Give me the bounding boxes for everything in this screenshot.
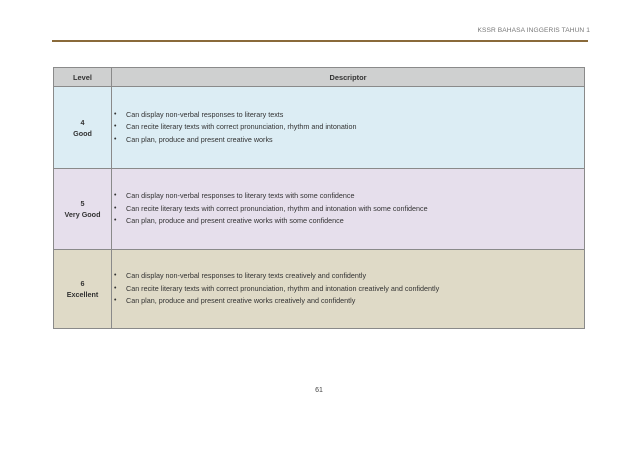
descriptor-cell — [112, 87, 585, 169]
level-cell — [54, 250, 112, 329]
descriptor-text: Can recite literary texts with correct pronunciation, rhythm and intonation — [126, 122, 357, 132]
table-header-row — [54, 68, 585, 87]
descriptor-text: Can plan, produce and present creative works with some confidence — [126, 216, 344, 226]
header-divider — [52, 40, 588, 42]
bullet-icon: • — [114, 272, 117, 280]
list-item — [112, 134, 584, 147]
list-item — [112, 121, 584, 134]
bullet-icon: • — [114, 284, 117, 292]
bullet-icon: • — [114, 123, 117, 131]
rubric-table — [53, 67, 585, 329]
table-row — [54, 250, 585, 329]
level-label: Good — [73, 128, 92, 138]
bullet-icon: • — [114, 297, 117, 305]
descriptor-list — [112, 190, 584, 228]
list-item — [112, 215, 584, 228]
table-row — [54, 169, 585, 250]
level-number: 4 — [80, 117, 85, 127]
descriptor-text: Can display non-verbal responses to literary texts with some confidence — [126, 191, 355, 201]
list-item — [112, 270, 584, 283]
bullet-icon: • — [114, 192, 117, 200]
page-number: 61 — [315, 387, 323, 394]
list-item — [112, 109, 584, 122]
bullet-icon: • — [114, 135, 117, 143]
list-item — [112, 190, 584, 203]
level-label: Excellent — [66, 290, 99, 299]
list-item — [112, 295, 584, 308]
bullet-icon: • — [114, 217, 117, 225]
bullet-icon: • — [114, 110, 117, 118]
descriptor-list — [112, 270, 584, 308]
column-header-descriptor: Descriptor — [112, 68, 585, 87]
descriptor-list — [112, 109, 584, 147]
descriptor-text: Can plan, produce and present creative works creatively and confidently — [126, 296, 356, 306]
descriptor-text: Can display non-verbal responses to literary texts — [126, 109, 284, 119]
column-header-level: Level — [54, 68, 112, 87]
list-item — [112, 283, 584, 296]
descriptor-text: Can display non-verbal responses to literary texts creatively and confidently — [126, 271, 367, 281]
level-label: Very Good — [64, 210, 101, 219]
descriptor-text: Can plan, produce and present creative works — [126, 134, 273, 144]
table-row — [54, 87, 585, 169]
list-item — [112, 203, 584, 216]
level-cell — [54, 169, 112, 250]
header-title: KSSR BAHASA INGGERIS TAHUN 1 — [477, 27, 590, 34]
bullet-icon: • — [114, 204, 117, 212]
descriptor-cell — [112, 250, 585, 329]
descriptor-cell — [112, 169, 585, 250]
level-number: 6 — [80, 279, 85, 288]
descriptor-text: Can recite literary texts with correct pronunciation, rhythm and intonation creatively and confidently — [126, 283, 440, 293]
descriptor-text: Can recite literary texts with correct pronunciation, rhythm and intonation with some confidence — [126, 203, 428, 213]
level-cell — [54, 87, 112, 169]
level-number: 5 — [80, 199, 85, 208]
